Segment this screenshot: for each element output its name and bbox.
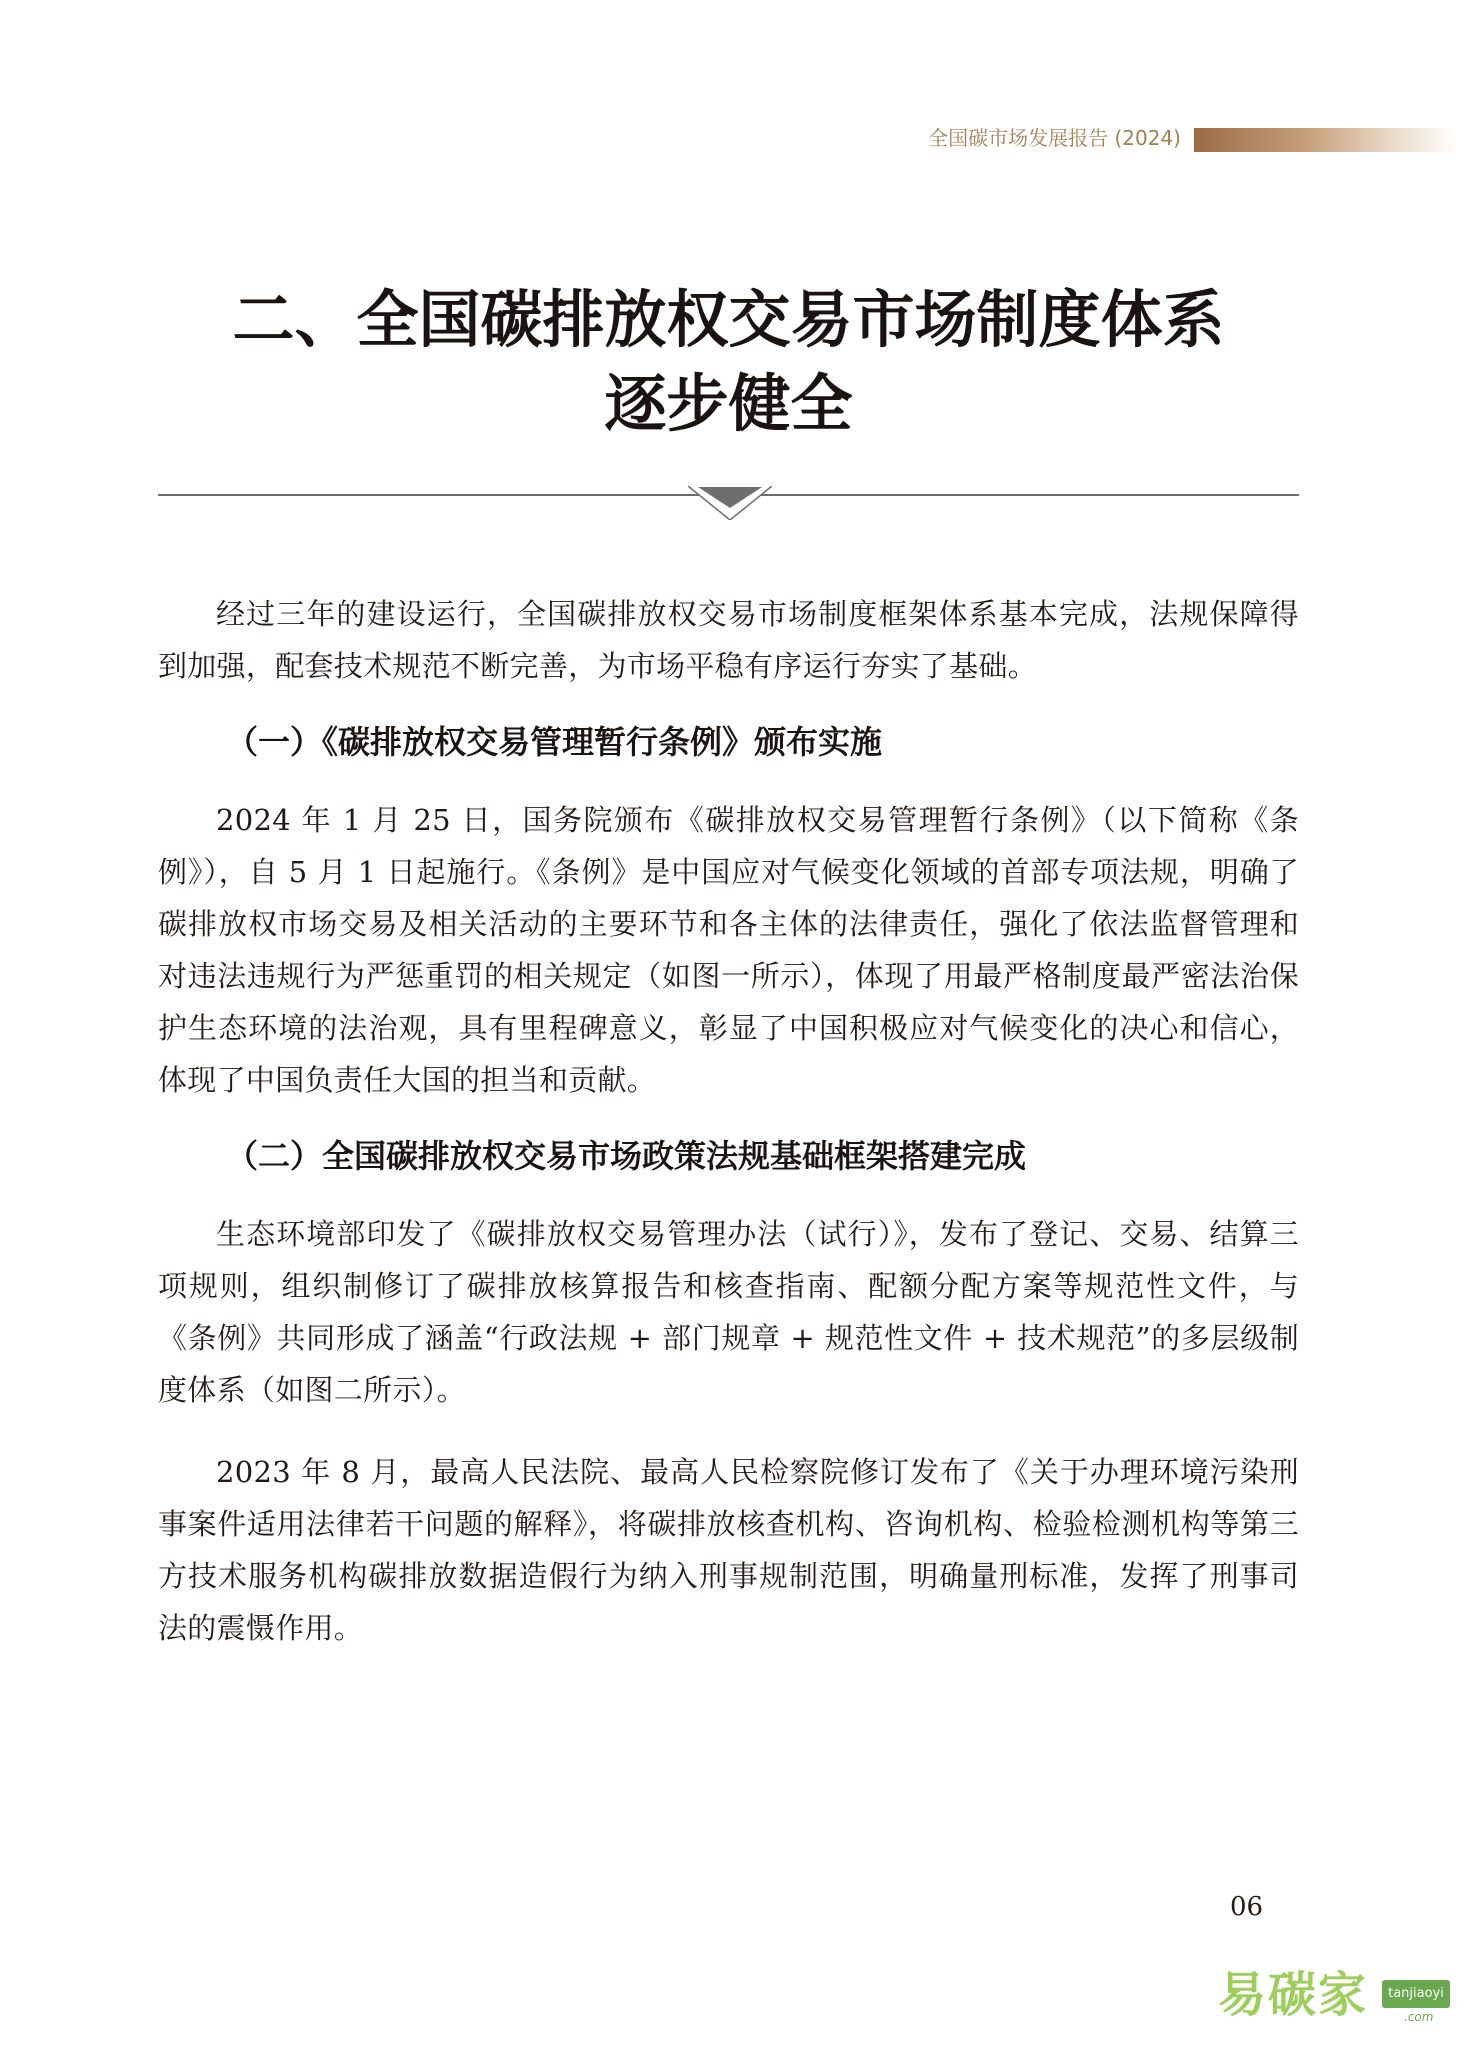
intro-paragraph: 经过三年的建设运行，全国碳排放权交易市场制度框架体系基本完成，法规保障得到加强，配套技术规范不断完善，为市场平稳有序运行夯实了基础。 (158, 597, 1299, 683)
section-1-paragraph-1: 2024 年 1 月 25 日，国务院颁布《碳排放权交易管理暂行条例》（以下简称《条例》），自 5 月 1 日起施行。《条例》是中国应对气候变化领域的首部专项法规，明确了碳排放权市场交易及相关活动的主要环节和各主体的法律责任，强化了依法监督管理和对违法违规行为严惩重罚的相关规定（如图一所示），体现了用最严格制度最严密法治保护生态环境的法治观，具有里程碑意义，彰显了中国积极应对气候变化的决心和信心，体现了中国负责任大国的担当和贡献。 (158, 803, 1299, 1097)
section-1-heading: （一）《碳排放权交易管理暂行条例》颁布实施 (226, 723, 883, 761)
chapter-title-line-2: 逐步健全 (604, 367, 853, 440)
section-2-paragraph-1: 生态环境部印发了《碳排放权交易管理办法（试行）》，发布了登记、交易、结算三项规则，组织制修订了碳排放核算报告和核查指南、配额分配方案等规范性文件，与《条例》共同形成了涵盖“行政法规 + 部门规章 + 规范性文件 + 技术规范”的多层级制度体系（如图二所示）。 (158, 1217, 1299, 1407)
watermark-brand: 易碳家 (1218, 1967, 1369, 2023)
watermark-logo (1218, 1952, 1454, 2038)
chapter-title-line-1: 二、全国碳排放权交易市场制度体系 (232, 283, 1225, 356)
page-number: 06 (1230, 1892, 1264, 1922)
header-gradient-bar (1194, 128, 1457, 152)
watermark-domain-badge: tanjiaoyi (1382, 1980, 1450, 2008)
report-header-title: 全国碳市场发展报告 (2024) (928, 126, 1181, 150)
watermark-domain-suffix: .com (1404, 2010, 1434, 2024)
chapter-title (150, 278, 1307, 446)
divider-triangle-icon (688, 486, 772, 520)
section-2-paragraph-2: 2023 年 8 月，最高人民法院、最高人民检察院修订发布了《关于办理环境污染刑事案件适用法律若干问题的解释》，将碳排放核查机构、咨询机构、检验检测机构等第三方技术服务机构碳排放数据造假行为纳入刑事规制范围，明确量刑标准，发挥了刑事司法的震慑作用。 (158, 1455, 1299, 1645)
main-content (158, 588, 1299, 1654)
section-2-heading: （二）全国碳排放权交易市场政策法规基础框架搭建完成 (226, 1137, 1027, 1175)
